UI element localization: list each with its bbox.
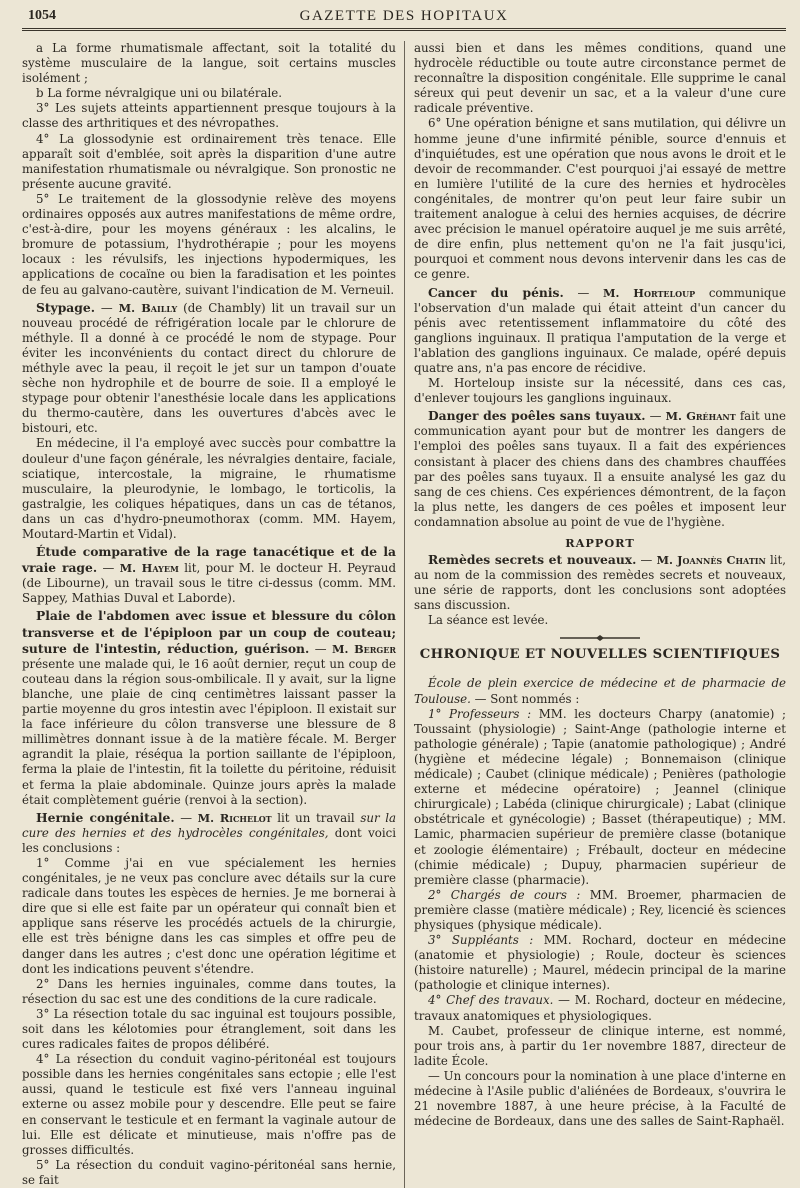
conclusion-item: 3° La résection totale du sac inguinal est toujours possible, soit dans les kélotomies pour étranglement, soit dans les cures radicales faites de propos délibéré.: [22, 1006, 396, 1052]
section-text: communique l'observation d'un malade qui était atteint d'un cancer du pénis avec retentissement inflammatoire du côté des ganglions inguinaux. Il pratiqua l'amputation de la verge et l'ablation des ganglions inguinaux. Ce malade, opéré depuis quatre ans, n'a pas encore de récidive.: [414, 285, 786, 375]
paragraph: 3° Les sujets atteints appartiennent presque toujours à la classe des arthritiques et des névropathes.: [22, 101, 396, 131]
author: M. Gréhant: [665, 409, 736, 424]
paragraph: 4° La glossodynie est ordinairement très tenace. Elle apparaît soit d'emblée, soit après la disparition d'une autre manifestation rhumatismale ou névralgique. Son pronostic ne présente aucune gravité.: [22, 131, 396, 191]
remedes-section: Remèdes secrets et nouveaux. — M. Joannès Chatin lit, au nom de la commission des remèdes secrets et nouveaux, une série de rapports, dont les conclusions sont adoptées sans discussion.: [414, 552, 786, 613]
cancer-section: Cancer du pénis. — M. Horteloup communique l'observation d'un malade qui était atteint d'un cancer du pénis avec retentissement inflammatoire du côté des ganglions inguinaux. Il pratiqua l'amputation de la verge et l'ablation des ganglions inguinaux. Ce malade, opéré depuis quatre ans, n'a pas encore de récidive.: [414, 284, 786, 375]
paragraph: En médecine, il l'a employé avec succès pour combattre la douleur d'une façon générale, les névralgies dentaire, faciale, sciatique, intercostale, la migraine, le rhumatisme musculaire, la pleurodynie, le lombago, le torticolis, la gastralgie, les coliques hépatiques, dans un cas de tétanos, dans un cas d'hydro-pneumothorax (comm. MM. Hayem, Moutard-Martin et Vidal).: [22, 436, 396, 541]
running-title: GAZETTE DES HOPITAUX: [299, 8, 509, 24]
page-number: 1054: [28, 8, 56, 23]
nomination-lead: 2° Chargés de cours :: [428, 887, 581, 902]
paragraph: aussi bien et dans les mêmes conditions, quand une hydrocèle réductible ou toute autre circonstance permet de reconnaître la disposition congénitale. Elle supprime le canal séreux qui peut devenir un sac, et a la valeur d'une cure radicale préventive.: [414, 41, 786, 116]
chronique-title: CHRONIQUE ET NOUVELLES SCIENTIFIQUES: [419, 647, 781, 663]
paragraph: M. Caubet, professeur de clinique interne, est nommé, pour trois ans, à partir du 1er novembre 1887, directeur de ladite École.: [414, 1023, 786, 1068]
paragraph: 5° Le traitement de la glossodynie relève des moyens ordinaires opposés aux autres manifestations de même ordre, c'est-à-dire, pour les moyens généraux : les alcalins, le bromure de potassium, l'hydrothérapie ; pour les moyens locaux : les révulsifs, les injections hypodermiques, les applications de cocaïne ou bien la faradisation et les pointes de feu au galvano-cautère, suivant l'indication de M. Verneuil.: [22, 191, 396, 297]
section-text: lit, au nom de la commission des remèdes secrets et nouveaux, une série de rapports, dont les conclusions sont adoptées sans discussion.: [414, 553, 786, 613]
section-text: (de Chambly) lit un travail sur un nouveau procédé de réfrigération locale par le chlorure de méthyle. Il a donné à ce procédé le nom de stypage. Pour éviter les inconvénients du contact direct du chlorure de méthyle avec la peau, il reçoit le jet sur un tampon d'ouate sèche non hydrophile et de bourre de soie. Il a employé le stypage pour obtenir l'anesthésie locale dans les applications du thermo-cautère, dans les ouvertures d'abcès avec le bistouri, etc.: [22, 300, 396, 436]
author: M. Horteloup: [602, 285, 696, 300]
conclusion-item: 2° Dans les hernies inguinales, comme dans toutes, la résection du sac est une des conditions de la cure radicale.: [22, 976, 396, 1006]
section-heading: Cancer du pénis.: [428, 284, 564, 300]
author: M. Richelot: [197, 810, 272, 825]
section-text: dont voici les conclusions :: [22, 825, 396, 855]
section-heading: Danger des poêles sans tuyaux.: [428, 408, 646, 424]
paragraph: M. Horteloup insiste sur la nécessité, dans ces cas, d'enlever toujours les ganglions inguinaux.: [414, 376, 786, 406]
left-column: [22, 41, 404, 1188]
section-text: — Sont nommés :: [474, 691, 580, 706]
section-text: présente une malade qui, le 16 août dernier, reçut un coup de couteau dans la région sous-ombilicale. Il y avait, sur la ligne blanche, une plaie de cinq centimètres laissant passer la partie moyenne du gros intestin avec l'épiploon. Il existait sur la face inférieure du côlon transverse une blessure de 8 millimètres donnant issue à de la matière fécale. M. Berger agrandit la plaie, réséqua la portion saillante de l'épiploon, ferma la plaie de l'intestin, fit la toilette du péritoine, réduisit et ferma la plaie abdominale. Quinze jours après la malade était complètement guérie (renvoi à la section).: [22, 656, 396, 807]
plaie-section: Plaie de l'abdomen avec issue et blessure du côlon transverse et de l'épiploon par un coup de couteau; suture de l'intestin, réduction, guérison. — M. Berger présente une malade qui, le 16 août dernier, reçut un coup de couteau dans la région sous-ombilicale. Il y avait, sur la ligne blanche, une plaie de cinq centimètres laissant passer la partie moyenne du gros intestin avec l'épiploon. Il existait sur la face inférieure du côlon transverse une blessure de 8 millimètres donnant issue à de la matière fécale. M. Berger agrandit la plaie, réséqua la portion saillante de l'épiploon, ferma la plaie de l'intestin, fit la toilette du péritoine, réduisit et ferma la plaie abdominale. Quinze jours après la malade était complètement guérie (renvoi à la section).: [22, 608, 397, 807]
section-text: lit un travail: [277, 810, 355, 825]
nomination-item: [414, 707, 786, 888]
right-column: [404, 41, 786, 1188]
nomination-lead: 4° Chef des travaux.: [428, 993, 554, 1008]
paragraph: 6° Une opération bénigne et sans mutilation, qui délivre un homme jeune d'une infirmité pénible, source d'ennuis et d'inquiétudes, est une opération que nous avons le droit et le devoir de recommander. C'est pourquoi j'ai essayé de mettre en lumière l'utilité de la cure des hernies et hydrocèles congénitales, de montrer qu'on peut leur faire subir un traitement analogue à celui des hernies acquises, de décrire avec précision le manuel opératoire auquel je me suis arrêté, de dire enfin, plus nettement qu'on ne l'a fait jusqu'ici, pourquoi et comment nous devons intervenir dans les cas de ce genre.: [414, 116, 786, 282]
section-text: MM. Rochard, docteur en médecine (anatomie et physiologie) ; Roule, docteur ès sciences (histoire naturelle) ; Maurel, médecin principal de la marine (pathologie et clinique internes).: [414, 933, 787, 993]
section-heading: Remèdes secrets et nouveaux.: [428, 552, 637, 567]
ecole-name: École de plein exercice de médecine et de pharmacie de Toulouse.: [414, 676, 786, 706]
ornamental-divider: [414, 632, 786, 644]
conclusion-item: 4° La résection du conduit vagino-péritonéal est toujours possible dans les hernies congénitales sans ectopie ; elle l'est aussi, quand le testicule est fixé vers l'anneau inguinal externe ou assez mobile pour y descendre. Elle peut se faire en conservant le testicule et en fermant la vaginale autour de lui. Elle est délicate et minutieuse, mais n'offre pas de grosses difficultés.: [22, 1052, 396, 1157]
nomination-item: [414, 888, 786, 933]
nomination-lead: 3° Suppléants :: [428, 933, 534, 948]
author: M. Berger: [332, 641, 397, 656]
section-text: MM. les docteurs Charpy (anatomie) ; Toussaint (physiologie) ; Saint-Ange (pathologie interne et pathologie générale) ; Tapie (anatomie pathologique) ; André (hygiène et médecine légale) ; Bonnemaison (clinique médicale) ; Caubet (clinique médicale) ; Penières (pathologie externe et médecine opératoire) ; Jeannel (clinique chirurgicale) ; Labéda (clinique chirurgicale) ; Labat (clinique obstétricale et gynécologie) ; Basset (thérapeutique) ; MM. Lamic, pharmacien supérieur de première classe (botanique et zoologie élémentaire) ; Frébault, docteur en médecine (chimie médicale) ; Dupuy, pharmacien supérieur de première classe (pharmacie).: [414, 706, 786, 887]
section-heading: Stypage.: [36, 299, 95, 315]
section-text: MM. Broemer, pharmacien de première classe (matière médicale) ; Rey, licencié ès sciences physiques (physique médicale).: [414, 887, 787, 932]
conclusion-item: 5° La résection du conduit vagino-péritonéal sans hernie, se fait: [22, 1157, 396, 1187]
section-heading: Étude comparative de la rage tanacétique et de la vraie rage.: [22, 544, 396, 576]
hernie-section: Hernie congénitale. — M. Richelot lit un travail sur la cure des hernies et des hydrocèles congénitales, dont voici les conclusions :: [22, 809, 397, 855]
nomination-item: [414, 993, 786, 1023]
ecole-paragraph: [414, 676, 786, 706]
section-text: lit, pour M. le docteur H. Peyraud (de Libourne), un travail sous le titre ci-dessus (comm. MM. Sappey, Mathias Duval et Laborde).: [22, 561, 397, 606]
author: M. Hayem: [119, 561, 179, 576]
etude-section: Étude comparative de la rage tanacétique et de la vraie rage. — M. Hayem lit, pour M. le docteur H. Peyraud (de Libourne), un travail sous le titre ci-dessus (comm. MM. Sappey, Mathias Duval et Laborde).: [22, 544, 397, 606]
nomination-item: [414, 933, 786, 993]
page-header: [22, 6, 786, 31]
author: M. Bailly: [118, 300, 178, 315]
paragraph: a La forme rhumatismale affectant, soit la totalité du système musculaire de la langue, soit certains muscles isolément ;: [22, 41, 396, 86]
stypage-section: Stypage. — M. Bailly (de Chambly) lit un travail sur un nouveau procédé de réfrigération locale par le chlorure de méthyle. Il a donné à ce procédé le nom de stypage. Pour éviter les inconvénients du contact direct du chlorure de méthyle avec la peau, il reçoit le jet sur un tampon d'ouate sèche non hydrophile et de bourre de soie. Il a employé le stypage pour obtenir l'anesthésie locale dans les applications du thermo-cautère, dans les ouvertures d'abcès avec le bistouri, etc.: [22, 299, 396, 436]
paragraph: — Un concours pour la nomination à une place d'interne en médecine à l'Asile public d'aliénées de Bordeaux, s'ouvrira le 21 novembre 1887, à une heure précise, à la Faculté de médecine de Bordeaux, dans une des salles de Saint-Raphaël.: [414, 1068, 786, 1129]
section-text: fait une communication ayant pour but de montrer les dangers de l'emploi des poêles sans tuyaux. Il a fait des expériences consistant à placer des chiens dans des chambres chauffées par des poêles sans tuyaux. Il a ensuite analysé les gaz du sang de ces chiens. Ces expériences démontrent, de la façon la plus nette, les dangers de ces poêles et imposent leur condamnation absolue au point de vue de l'hygiène.: [414, 409, 787, 529]
rapport-title: RAPPORT: [565, 536, 635, 550]
section-heading: Plaie de l'abdomen avec issue et blessure du côlon transverse et de l'épiploon par un coup de couteau; suture de l'intestin, réduction, guérison.: [22, 608, 396, 656]
conclusion-item: 1° Comme j'ai en vue spécialement les hernies congénitales, je ne veux pas conclure avec détails sur la cure radicale dans toutes les espèces de hernies. Je me bornerai à dire que si elle est faite par un opérateur qui connaît bien et applique sans réserve les procédés actuels de la chirurgie, elle est très bénigne dans les cas simples et offre peu de danger dans les autres ; c'est donc une opération légitime et dont les indications peuvent s'étendre.: [22, 855, 396, 976]
author: M. Joannès Chatin: [656, 553, 766, 567]
section-heading: Hernie congénitale.: [36, 809, 175, 825]
paragraph: La séance est levée.: [428, 613, 549, 628]
columns: [22, 41, 786, 1188]
paragraph: b La forme névralgique uni ou bilatérale.: [36, 86, 283, 101]
danger-section: Danger des poêles sans tuyaux. — M. Gréhant fait une communication ayant pour but de montrer les dangers de l'emploi des poêles sans tuyaux. Il a fait des expériences consistant à placer des chiens dans des chambres chauffées par des poêles sans tuyaux. Il a ensuite analysé les gaz du sang de ces chiens. Ces expériences démontrent, de la façon la plus nette, les dangers de ces poêles et imposent leur condamnation absolue au point de vue de l'hygiène.: [414, 408, 787, 529]
section-text: — M. Rochard, docteur en médecine, travaux anatomiques et physiologiques.: [414, 993, 787, 1023]
divider-ornament-icon: [560, 634, 640, 642]
nomination-lead: 1° Professeurs :: [428, 706, 532, 721]
work-title: sur la cure des hernies et des hydrocèles congénitales,: [22, 810, 397, 840]
